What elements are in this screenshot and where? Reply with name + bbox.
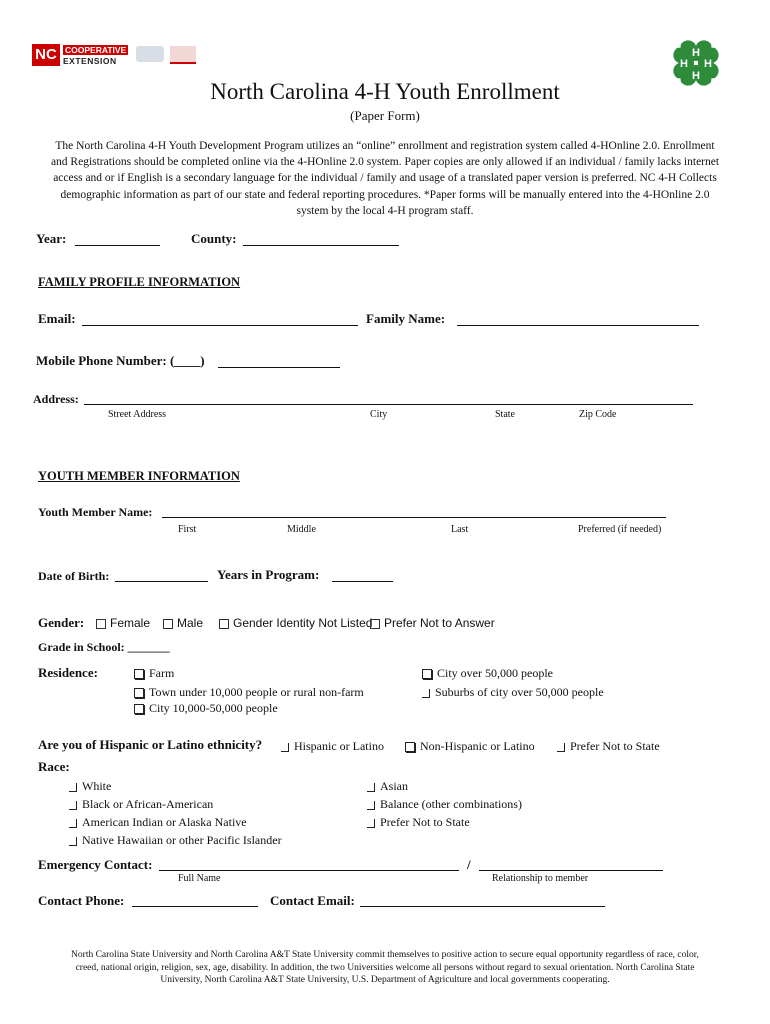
nc-cooperative-extension-logo <box>32 44 130 66</box>
race-balance-option[interactable] <box>367 797 522 812</box>
clover-letter-right: H <box>704 58 712 70</box>
race-native-hawaiian-option[interactable] <box>69 833 282 848</box>
dob-label: Date of Birth: <box>38 569 110 583</box>
option-label: Asian <box>380 779 408 793</box>
youth-name-field[interactable] <box>162 517 666 518</box>
hispanic-question: Are you of Hispanic or Latino ethnicity? <box>38 737 263 752</box>
family-name-field[interactable] <box>457 325 699 326</box>
years-in-program-field[interactable] <box>332 581 393 582</box>
option-label: City over 50,000 people <box>437 666 553 680</box>
county-field[interactable] <box>243 245 399 246</box>
email-label: Email: <box>38 311 76 326</box>
race-american-indian-option[interactable] <box>69 815 247 830</box>
option-label: Prefer Not to State <box>570 739 660 753</box>
logo-line2: EXTENSION <box>63 56 117 66</box>
option-label: Gender Identity Not Listed <box>233 616 373 630</box>
city-caption: City <box>370 409 388 420</box>
option-label: Black or African-American <box>82 797 214 811</box>
residence-city-mid-option[interactable] <box>134 701 278 716</box>
last-name-caption: Last <box>451 524 469 535</box>
option-label: Male <box>177 616 204 630</box>
checkbox[interactable] <box>557 743 565 752</box>
hispanic-prefer-not-option[interactable] <box>557 739 660 754</box>
checkbox[interactable] <box>69 783 77 792</box>
family-section-heading: FAMILY PROFILE INFORMATION <box>38 275 241 289</box>
option-label: Female <box>110 616 151 630</box>
years-in-program-label: Years in Program: <box>217 567 320 582</box>
preferred-name-caption: Preferred (if needed) <box>578 524 662 535</box>
checkbox[interactable] <box>134 704 144 714</box>
checkbox[interactable] <box>134 669 144 679</box>
gender-label: Gender: <box>38 615 85 630</box>
race-prefer-not-option[interactable] <box>367 815 470 830</box>
family-name-label: Family Name: <box>366 311 446 326</box>
first-name-caption: First <box>178 524 197 535</box>
checkbox[interactable] <box>367 819 375 828</box>
race-white-option[interactable] <box>69 779 111 794</box>
race-asian-option[interactable] <box>367 779 408 794</box>
grade-in-school-label: Grade in School: _______ <box>38 640 170 654</box>
option-label: American Indian or Alaska Native <box>82 815 247 829</box>
option-label: Native Hawaiian or other Pacific Islander <box>82 833 282 847</box>
gender-prefer-not-option[interactable] <box>370 616 495 630</box>
nc-badge: NC <box>32 44 60 66</box>
mobile-phone-field[interactable] <box>218 367 340 368</box>
emergency-name-field[interactable] <box>159 870 459 871</box>
checkbox[interactable] <box>405 742 415 752</box>
relationship-caption: Relationship to member <box>492 873 589 884</box>
state-caption: State <box>495 409 515 420</box>
checkbox[interactable] <box>163 619 173 629</box>
contact-email-label: Contact Email: <box>270 893 355 908</box>
page-title: North Carolina 4-H Youth Enrollment <box>210 79 560 104</box>
emergency-separator: / <box>467 857 471 872</box>
mobile-phone-label: Mobile Phone Number: (____) <box>36 353 205 368</box>
checkbox[interactable] <box>367 801 375 810</box>
residence-suburbs-option[interactable] <box>422 685 604 700</box>
option-label: Farm <box>149 666 175 680</box>
address-label: Address: <box>33 392 79 406</box>
logo-line1: COOPERATIVE <box>65 45 127 55</box>
year-label: Year: <box>36 231 67 246</box>
checkbox[interactable] <box>96 619 106 629</box>
youth-name-label: Youth Member Name: <box>38 505 153 519</box>
option-label: Prefer Not to Answer <box>384 616 495 630</box>
full-name-caption: Full Name <box>178 873 221 884</box>
middle-name-caption: Middle <box>287 524 316 535</box>
residence-city-large-option[interactable] <box>422 666 553 681</box>
contact-phone-field[interactable] <box>132 906 258 907</box>
option-label: White <box>82 779 112 793</box>
checkbox[interactable] <box>422 689 430 698</box>
checkbox[interactable] <box>69 819 77 828</box>
residence-farm-option[interactable] <box>134 666 174 681</box>
checkbox[interactable] <box>69 801 77 810</box>
option-label: Town under 10,000 people or rural non-farm <box>149 685 364 699</box>
year-field[interactable] <box>75 245 160 246</box>
option-label: Balance (other combinations) <box>380 797 522 811</box>
clover-letter-bottom: H <box>692 70 700 82</box>
option-label: Hispanic or Latino <box>294 739 384 753</box>
checkbox[interactable] <box>134 688 144 698</box>
intro-paragraph: The North Carolina 4-H Youth Development Program utilizes an “online” enrollment and registration system called 4-HOnline 2.0. Enrollment and Registrations should be completed online via the 4-HOnline 2.0 system. Paper copies are only allowed if an individual / family lacks internet access and or if English is a secondary language for the individual / family and usage of a translated paper version is preferred. NC 4-H Collects demographic information as part of our state and federal reporting procedures. *Paper forms will be manually entered into the 4-HOnline 2.0 system by the local 4-H program staff. <box>50 140 720 217</box>
address-field[interactable] <box>84 404 693 405</box>
county-label: County: <box>191 231 237 246</box>
gender-male-option[interactable] <box>163 616 203 630</box>
clover-letter-left: H <box>680 58 688 70</box>
clover-letter-top: H <box>692 47 700 59</box>
dob-field[interactable] <box>115 581 208 582</box>
contact-email-field[interactable] <box>360 906 605 907</box>
gender-not-listed-option[interactable] <box>219 616 372 630</box>
option-label: Suburbs of city over 50,000 people <box>435 685 604 699</box>
option-label: City 10,000-50,000 people <box>149 701 278 715</box>
partner-logo-2 <box>170 46 196 64</box>
checkbox[interactable] <box>367 783 375 792</box>
hispanic-yes-option[interactable] <box>281 739 384 754</box>
checkbox[interactable] <box>69 837 77 846</box>
race-black-option[interactable] <box>69 797 213 812</box>
race-label: Race: <box>38 759 70 774</box>
emergency-contact-label: Emergency Contact: <box>38 857 153 872</box>
partner-logo-1 <box>136 46 164 62</box>
option-label: Prefer Not to State <box>380 815 470 829</box>
residence-label: Residence: <box>38 665 98 680</box>
checkbox[interactable] <box>281 743 289 752</box>
checkbox[interactable] <box>370 619 380 629</box>
contact-phone-label: Contact Phone: <box>38 893 125 908</box>
checkbox[interactable] <box>219 619 229 629</box>
checkbox[interactable] <box>422 669 432 679</box>
footer-disclaimer: North Carolina State University and North Carolina A&T State University commit themselves to positive action to secure equal opportunity regardless of race, color, creed, national origin, religion, sex, age, disability. In addition, the two Universities welcome all persons without regard to sexual orientation. North Carolina State University, North Carolina A&T State University, U.S. Department of Agriculture and local governments cooperating. <box>71 950 699 985</box>
street-address-caption: Street Address <box>108 409 167 420</box>
page-subtitle: (Paper Form) <box>350 108 420 123</box>
emergency-relationship-field[interactable] <box>479 870 663 871</box>
hispanic-no-option[interactable] <box>405 739 535 754</box>
zip-code-caption: Zip Code <box>579 409 617 420</box>
gender-female-option[interactable] <box>96 616 150 630</box>
email-field[interactable] <box>82 325 358 326</box>
youth-section-heading: YOUTH MEMBER INFORMATION <box>38 469 240 483</box>
residence-town-option[interactable] <box>134 685 364 700</box>
option-label: Non-Hispanic or Latino <box>420 739 535 753</box>
